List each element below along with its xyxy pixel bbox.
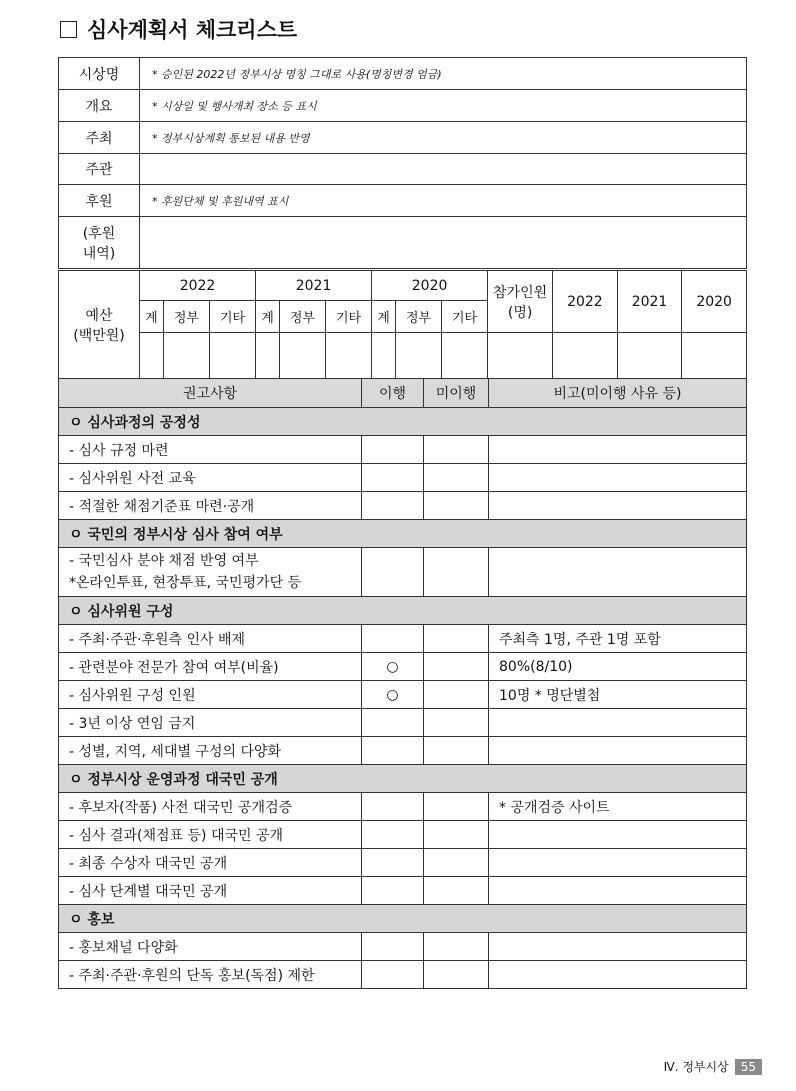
info-note[interactable]: * 승인된 2022년 정부시상 명칭 그대로 사용(명칭변경 엄금): [140, 58, 747, 90]
budget-year: 2021: [256, 271, 372, 301]
recommendation-text: - 후보자(작품) 사전 대국민 공개검증: [59, 793, 362, 821]
info-note[interactable]: [140, 217, 747, 269]
note-cell[interactable]: [489, 933, 747, 961]
info-note[interactable]: [140, 154, 747, 185]
budget-cell[interactable]: [395, 333, 441, 379]
not-done-cell[interactable]: [424, 933, 489, 961]
note-cell[interactable]: 80%(8/10): [489, 653, 747, 681]
header-not-done: 미이행: [424, 379, 489, 408]
recommendation-text: - 심사위원 구성 인원: [59, 681, 362, 709]
done-cell[interactable]: [362, 625, 424, 653]
budget-cell[interactable]: [442, 333, 488, 379]
done-cell[interactable]: [362, 933, 424, 961]
participant-cell[interactable]: [682, 333, 747, 379]
table-row: [59, 849, 747, 877]
title-text: 심사계획서 체크리스트: [87, 18, 298, 42]
table-row: [59, 653, 747, 681]
info-row: [59, 154, 747, 185]
note-cell[interactable]: [489, 849, 747, 877]
participant-cell[interactable]: [553, 333, 618, 379]
category-label: ㅇ 정부시상 운영과정 대국민 공개: [59, 765, 747, 793]
recommendation-text: - 심사 결과(채점표 등) 대국민 공개: [59, 821, 362, 849]
info-label: 주최: [59, 122, 140, 154]
info-label: 주관: [59, 154, 140, 185]
done-cell[interactable]: [362, 492, 424, 520]
not-done-cell[interactable]: [424, 653, 489, 681]
budget-subheader: 기타: [209, 301, 255, 333]
done-cell[interactable]: [362, 464, 424, 492]
page-footer: [664, 1058, 762, 1075]
category-label: ㅇ 심사과정의 공정성: [59, 408, 747, 436]
recommendation-text: - 3년 이상 연임 금지: [59, 709, 362, 737]
budget-cell[interactable]: [256, 333, 280, 379]
table-row: [59, 436, 747, 464]
note-cell[interactable]: [489, 877, 747, 905]
info-row: [59, 58, 747, 90]
not-done-cell[interactable]: [424, 492, 489, 520]
info-row: [59, 185, 747, 217]
participant-year: 2021: [617, 271, 682, 333]
done-cell[interactable]: [362, 961, 424, 989]
recommendation-text: - 최종 수상자 대국민 공개: [59, 849, 362, 877]
not-done-cell[interactable]: [424, 849, 489, 877]
not-done-cell[interactable]: [424, 793, 489, 821]
done-cell[interactable]: [362, 709, 424, 737]
done-cell[interactable]: [362, 821, 424, 849]
not-done-cell[interactable]: [424, 821, 489, 849]
done-cell[interactable]: [362, 436, 424, 464]
budget-subheader: 정부: [163, 301, 209, 333]
page-title: [60, 14, 297, 44]
recommendation-text: - 국민심사 분야 채점 반영 여부 *온라인투표, 현장투표, 국민평가단 등: [59, 548, 362, 597]
note-cell[interactable]: 주최측 1명, 주관 1명 포함: [489, 625, 747, 653]
budget-year: 2022: [140, 271, 256, 301]
participant-year: 2022: [553, 271, 618, 333]
info-note[interactable]: * 시상일 및 행사개최 장소 등 표시: [140, 90, 747, 122]
budget-cell[interactable]: [326, 333, 372, 379]
table-row: [59, 464, 747, 492]
participant-year: 2020: [682, 271, 747, 333]
checkbox-icon: [60, 21, 77, 38]
table-row: [59, 709, 747, 737]
budget-label: 예산 (백만원): [59, 271, 140, 379]
table-row: [59, 961, 747, 989]
note-cell[interactable]: [489, 737, 747, 765]
info-row: [59, 90, 747, 122]
done-cell[interactable]: [362, 849, 424, 877]
info-note[interactable]: * 후원단체 및 후원내역 표시: [140, 185, 747, 217]
table-row: [59, 793, 747, 821]
done-cell[interactable]: [362, 737, 424, 765]
budget-subheader: 계: [372, 301, 396, 333]
budget-subheader: 기타: [326, 301, 372, 333]
note-cell[interactable]: [489, 548, 747, 597]
table-row: [59, 681, 747, 709]
recommendations-table: [58, 378, 747, 989]
not-done-cell[interactable]: [424, 737, 489, 765]
recommendation-text: - 주최·주관·후원측 인사 배제: [59, 625, 362, 653]
done-cell[interactable]: [362, 548, 424, 597]
budget-subheader: 정부: [279, 301, 325, 333]
budget-subheader: 기타: [442, 301, 488, 333]
table-row: [59, 933, 747, 961]
page-number: 55: [735, 1059, 762, 1075]
not-done-cell[interactable]: [424, 681, 489, 709]
info-row: [59, 122, 747, 154]
budget-cell[interactable]: [279, 333, 325, 379]
info-label: (후원 내역): [59, 217, 140, 269]
budget-subheader: 정부: [395, 301, 441, 333]
budget-cell[interactable]: [163, 333, 209, 379]
table-row: [59, 821, 747, 849]
participant-cell[interactable]: [488, 333, 553, 379]
info-label: 후원: [59, 185, 140, 217]
not-done-cell[interactable]: [424, 625, 489, 653]
done-cell[interactable]: [362, 793, 424, 821]
info-table: [58, 57, 747, 269]
header-done: 이행: [362, 379, 424, 408]
not-done-cell[interactable]: [424, 961, 489, 989]
table-row: [59, 625, 747, 653]
info-row: [59, 217, 747, 269]
not-done-cell[interactable]: [424, 877, 489, 905]
recommendation-text: - 심사 규정 마련: [59, 436, 362, 464]
budget-year: 2020: [372, 271, 488, 301]
participants-label: 참가인원 (명): [488, 271, 553, 333]
budget-subheader: 계: [140, 301, 164, 333]
table-row: [59, 548, 747, 597]
done-cell[interactable]: ○: [362, 681, 424, 709]
note-cell[interactable]: [489, 492, 747, 520]
budget-subheader: 계: [256, 301, 280, 333]
info-label: 시상명: [59, 58, 140, 90]
category-label: ㅇ 국민의 정부시상 심사 참여 여부: [59, 520, 747, 548]
section-name: Ⅳ. 정부시상: [663, 1060, 729, 1074]
budget-cell[interactable]: [209, 333, 255, 379]
category-label: ㅇ 홍보: [59, 905, 747, 933]
table-row: [59, 877, 747, 905]
note-cell[interactable]: [489, 436, 747, 464]
note-cell[interactable]: 10명 * 명단별첨: [489, 681, 747, 709]
recommendation-text: - 심사 단계별 대국민 공개: [59, 877, 362, 905]
category-row: [59, 905, 747, 933]
done-cell[interactable]: ○: [362, 653, 424, 681]
not-done-cell[interactable]: [424, 709, 489, 737]
recommendation-text: - 적절한 채점기준표 마련·공개: [59, 492, 362, 520]
budget-cell[interactable]: [140, 333, 164, 379]
info-label: 개요: [59, 90, 140, 122]
header-note: 비고(미이행 사유 등): [489, 379, 747, 408]
recommendation-text: - 홍보채널 다양화: [59, 933, 362, 961]
category-row: [59, 765, 747, 793]
budget-table: [58, 270, 747, 379]
header-recommendation: 권고사항: [59, 379, 362, 408]
not-done-cell[interactable]: [424, 548, 489, 597]
note-cell[interactable]: [489, 709, 747, 737]
category-label: ㅇ 심사위원 구성: [59, 597, 747, 625]
table-row: [59, 492, 747, 520]
recommendation-text: - 심사위원 사전 교육: [59, 464, 362, 492]
note-cell[interactable]: * 공개검증 사이트: [489, 793, 747, 821]
recommendation-text: - 성별, 지역, 세대별 구성의 다양화: [59, 737, 362, 765]
recommendation-text: - 관련분야 전문가 참여 여부(비율): [59, 653, 362, 681]
budget-cell[interactable]: [372, 333, 396, 379]
not-done-cell[interactable]: [424, 464, 489, 492]
category-row: [59, 408, 747, 436]
category-row: [59, 520, 747, 548]
note-cell[interactable]: [489, 464, 747, 492]
info-note[interactable]: * 정부시상계획 통보된 내용 반영: [140, 122, 747, 154]
participant-cell[interactable]: [617, 333, 682, 379]
done-cell[interactable]: [362, 877, 424, 905]
category-row: [59, 597, 747, 625]
note-cell[interactable]: [489, 961, 747, 989]
table-row: [59, 737, 747, 765]
recommendation-text: - 주최·주관·후원의 단독 홍보(독점) 제한: [59, 961, 362, 989]
not-done-cell[interactable]: [424, 436, 489, 464]
note-cell[interactable]: [489, 821, 747, 849]
